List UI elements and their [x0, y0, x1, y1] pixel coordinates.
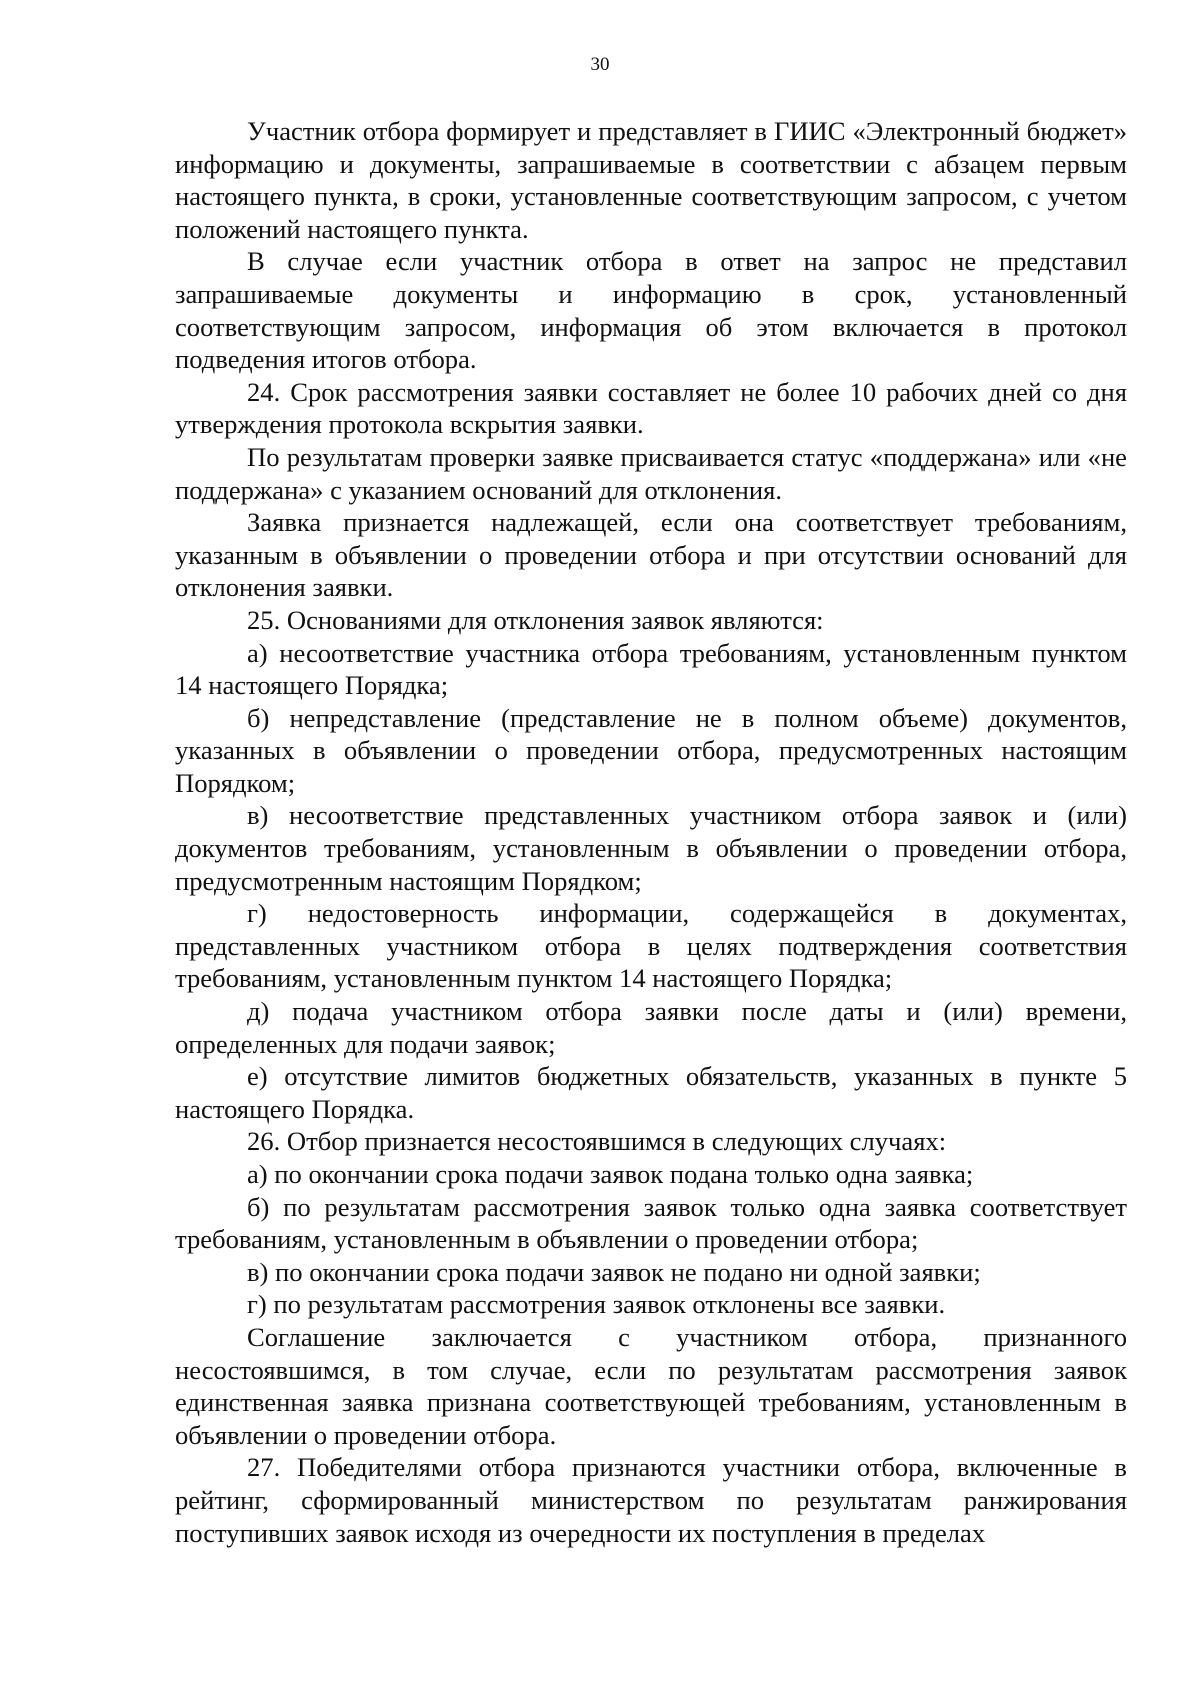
paragraph-application-proper: Заявка признается надлежащей, если она соответствует требованиям, указанным в объявлении о проведении отбора и при отсутствии оснований для отклонения заявки. — [175, 507, 1127, 603]
list-item-25a: а) несоответствие участника отбора требованиям, установленным пунктом 14 настоящего Порядка; — [175, 637, 1127, 701]
document-body — [175, 115, 1127, 1549]
list-item-25b: б) непредставление (представление не в полном объеме) документов, указанных в объявлении о проведении отбора, предусмотренных настоящим Порядком; — [175, 702, 1127, 798]
list-item-26v: в) по окончании срока подачи заявок не подано ни одной заявки; — [247, 1256, 981, 1287]
list-item-25v: в) несоответствие представленных участником отбора заявок и (или) документов требованиям, установленным в объявлении о проведении отбора, предусмотренным настоящим Порядком; — [175, 800, 1127, 896]
paragraph-clause-27: 27. Победителями отбора признаются участники отбора, включенные в рейтинг, сформированный министерством по результатам ранжирования поступивших заявок исходя из очередности их поступления в пределах — [175, 1452, 1127, 1548]
paragraph-not-submitted: В случае если участник отбора в ответ на запрос не представил запрашиваемые документы и информацию в срок, установленный соответствующим запросом, информация об этом включается в протокол подведения итогов отбора. — [175, 246, 1127, 375]
paragraph-agreement: Соглашение заключается с участником отбора, признанного несостоявшимся, в том случае, если по результатам рассмотрения заявок единственная заявка признана соответствующей требованиям, установленным в объявлении о проведении отбора. — [175, 1321, 1127, 1450]
list-item-25g: г) недостоверность информации, содержащейся в документах, представленных участником отбора в целях подтверждения соответствия требованиям, установленным пунктом 14 настоящего Порядка; — [175, 898, 1127, 994]
paragraph-clause-25: 25. Основаниями для отклонения заявок являются: — [247, 604, 824, 635]
paragraph-participant-submits: Участник отбора формирует и представляет в ГИИС «Электронный бюджет» информацию и документы, запрашиваемые в соответствии с абзацем первым настоящего пункта, в сроки, установленные соответствующим запросом, с учетом положений настоящего пункта. — [175, 116, 1127, 244]
page-number: 30 — [590, 54, 610, 75]
paragraph-review-status: По результатам проверки заявке присваивается статус «поддержана» или «не поддержана» с указанием оснований для отклонения. — [175, 441, 1127, 505]
list-item-25d: д) подача участником отбора заявки после даты и (или) времени, определенных для подачи заявок; — [175, 996, 1127, 1059]
paragraph-clause-26: 26. Отбор признается несостоявшимся в следующих случаях: — [247, 1126, 947, 1157]
list-item-25e: е) отсутствие лимитов бюджетных обязательств, указанных в пункте 5 настоящего Порядка. — [175, 1061, 1127, 1124]
paragraph-clause-24: 24. Срок рассмотрения заявки составляет не более 10 рабочих дней со дня утверждения протокола вскрытия заявки. — [175, 376, 1127, 440]
list-item-26b: б) по результатам рассмотрения заявок только одна заявка соответствует требованиям, установленным в объявлении о проведении отбора; — [175, 1191, 1127, 1255]
list-item-26a: а) по окончании срока подачи заявок подана только одна заявка; — [247, 1159, 974, 1189]
list-item-26g: г) по результатам рассмотрения заявок отклонены все заявки. — [247, 1289, 946, 1320]
